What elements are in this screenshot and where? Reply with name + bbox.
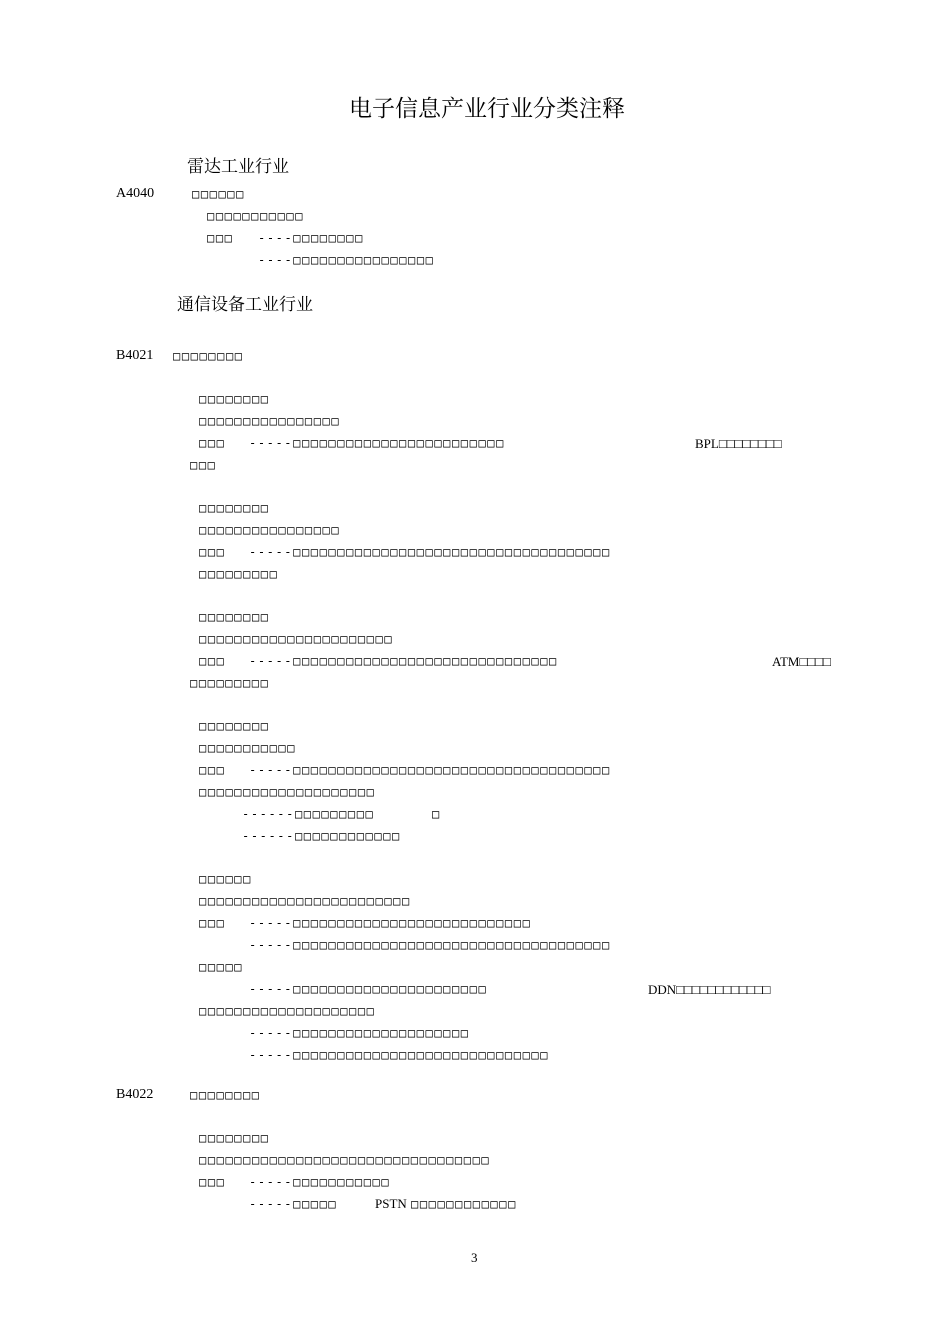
note-item: -----□□□□□□□□□□□□□□□□□□□□ bbox=[249, 1026, 470, 1040]
note-item: -----□□□□□□□□□□□□□□□□□□□□□□□□□□□□□□□□□□□□ bbox=[249, 763, 611, 777]
category-name-b4021: □□□□□□□□ bbox=[173, 349, 244, 363]
note-label: □□□ bbox=[199, 1175, 226, 1189]
note-item-wrap: □□□□□□□□□ bbox=[190, 676, 270, 690]
category-code-b4021: B4021 bbox=[116, 348, 154, 363]
category-code-b4022: B4022 bbox=[116, 1087, 154, 1102]
entry-definition: □□□□□□□□□□□□□□□□□□□□□□□□ bbox=[199, 894, 411, 908]
note-label: □□□ bbox=[207, 231, 234, 245]
note-item: -----□□□□□□□□□□□□□□□□□□□□□□□□□□□□□ bbox=[249, 1048, 550, 1062]
category-name-b4022: □□□□□□□□ bbox=[190, 1088, 261, 1102]
note-item-wrap: □□□□□□□□□□□□□□□□□□□□ bbox=[199, 1004, 376, 1018]
note-item-wrap: □□□ bbox=[190, 458, 217, 472]
note-item-wrap: □□□□□ bbox=[199, 960, 244, 974]
note-item-tail: DDN□□□□□□□□□□□□ bbox=[648, 982, 771, 997]
note-item: -----□□□□□ bbox=[249, 1197, 338, 1211]
note-item: -----□□□□□□□□□□□□□□□□□□□□□□ bbox=[249, 982, 488, 996]
note-label: □□□ bbox=[199, 763, 226, 777]
entry-definition: □□□□□□□□□□□□□□□□ bbox=[199, 523, 341, 537]
section-heading-communication: 通信设备工业行业 bbox=[177, 295, 313, 315]
note-subitem: ------□□□□□□□□□□□□ bbox=[242, 829, 401, 843]
note-subitem: ------□□□□□□□□□ bbox=[242, 807, 375, 821]
entry-name: □□□□□□ bbox=[199, 872, 252, 886]
category-definition: □□□□□□□□□□□ bbox=[207, 209, 305, 223]
note-item: □□□□□□□□□□□□ bbox=[411, 1197, 517, 1211]
entry-name: □□□□□□□□ bbox=[199, 1131, 270, 1145]
note-item: ----□□□□□□□□□□□□□□□□ bbox=[258, 253, 435, 267]
note-item: -----□□□□□□□□□□□□□□□□□□□□□□□□□□□□□□□□□□□□ bbox=[249, 938, 611, 952]
note-item: ----□□□□□□□□ bbox=[258, 231, 364, 245]
note-label: □□□ bbox=[199, 916, 226, 930]
note-item-tail: ATM□□□□ bbox=[772, 654, 831, 669]
entry-name: □□□□□□□□ bbox=[199, 501, 270, 515]
entry-name: □□□□□□□□ bbox=[199, 719, 270, 733]
entry-definition: □□□□□□□□□□□□□□□□□□□□□□□□□□□□□□□□□ bbox=[199, 1153, 491, 1167]
section-heading-radar: 雷达工业行业 bbox=[187, 157, 289, 177]
note-item-tail: BPL□□□□□□□□ bbox=[695, 436, 782, 451]
category-code-a4040: A4040 bbox=[116, 186, 155, 201]
note-item: -----□□□□□□□□□□□□□□□□□□□□□□□□□□□□□□ bbox=[249, 654, 558, 668]
page-title: 电子信息产业行业分类注释 bbox=[349, 96, 625, 122]
note-item: -----□□□□□□□□□□□□□□□□□□□□□□□□ bbox=[249, 436, 505, 450]
note-item-wrap: □□□□□□□□□□□□□□□□□□□□ bbox=[199, 785, 376, 799]
page-number: 3 bbox=[471, 1250, 478, 1265]
note-item: -----□□□□□□□□□□□□□□□□□□□□□□□□□□□ bbox=[249, 916, 532, 930]
note-label: □□□ bbox=[199, 654, 226, 668]
entry-definition: □□□□□□□□□□□ bbox=[199, 741, 297, 755]
entry-definition: □□□□□□□□□□□□□□□□□□□□□□ bbox=[199, 632, 394, 646]
note-label: □□□ bbox=[199, 545, 226, 559]
note-label: □□□ bbox=[199, 436, 226, 450]
entry-definition: □□□□□□□□□□□□□□□□ bbox=[199, 414, 341, 428]
note-item: -----□□□□□□□□□□□□□□□□□□□□□□□□□□□□□□□□□□□□ bbox=[249, 545, 611, 559]
category-name-a4040: □□□□□□ bbox=[192, 187, 245, 201]
note-subitem-tail: □ bbox=[432, 807, 441, 821]
note-item: -----□□□□□□□□□□□ bbox=[249, 1175, 391, 1189]
entry-name: □□□□□□□□ bbox=[199, 392, 270, 406]
note-item-wrap: □□□□□□□□□ bbox=[199, 567, 279, 581]
note-item-latin: PSTN bbox=[375, 1196, 407, 1211]
entry-name: □□□□□□□□ bbox=[199, 610, 270, 624]
